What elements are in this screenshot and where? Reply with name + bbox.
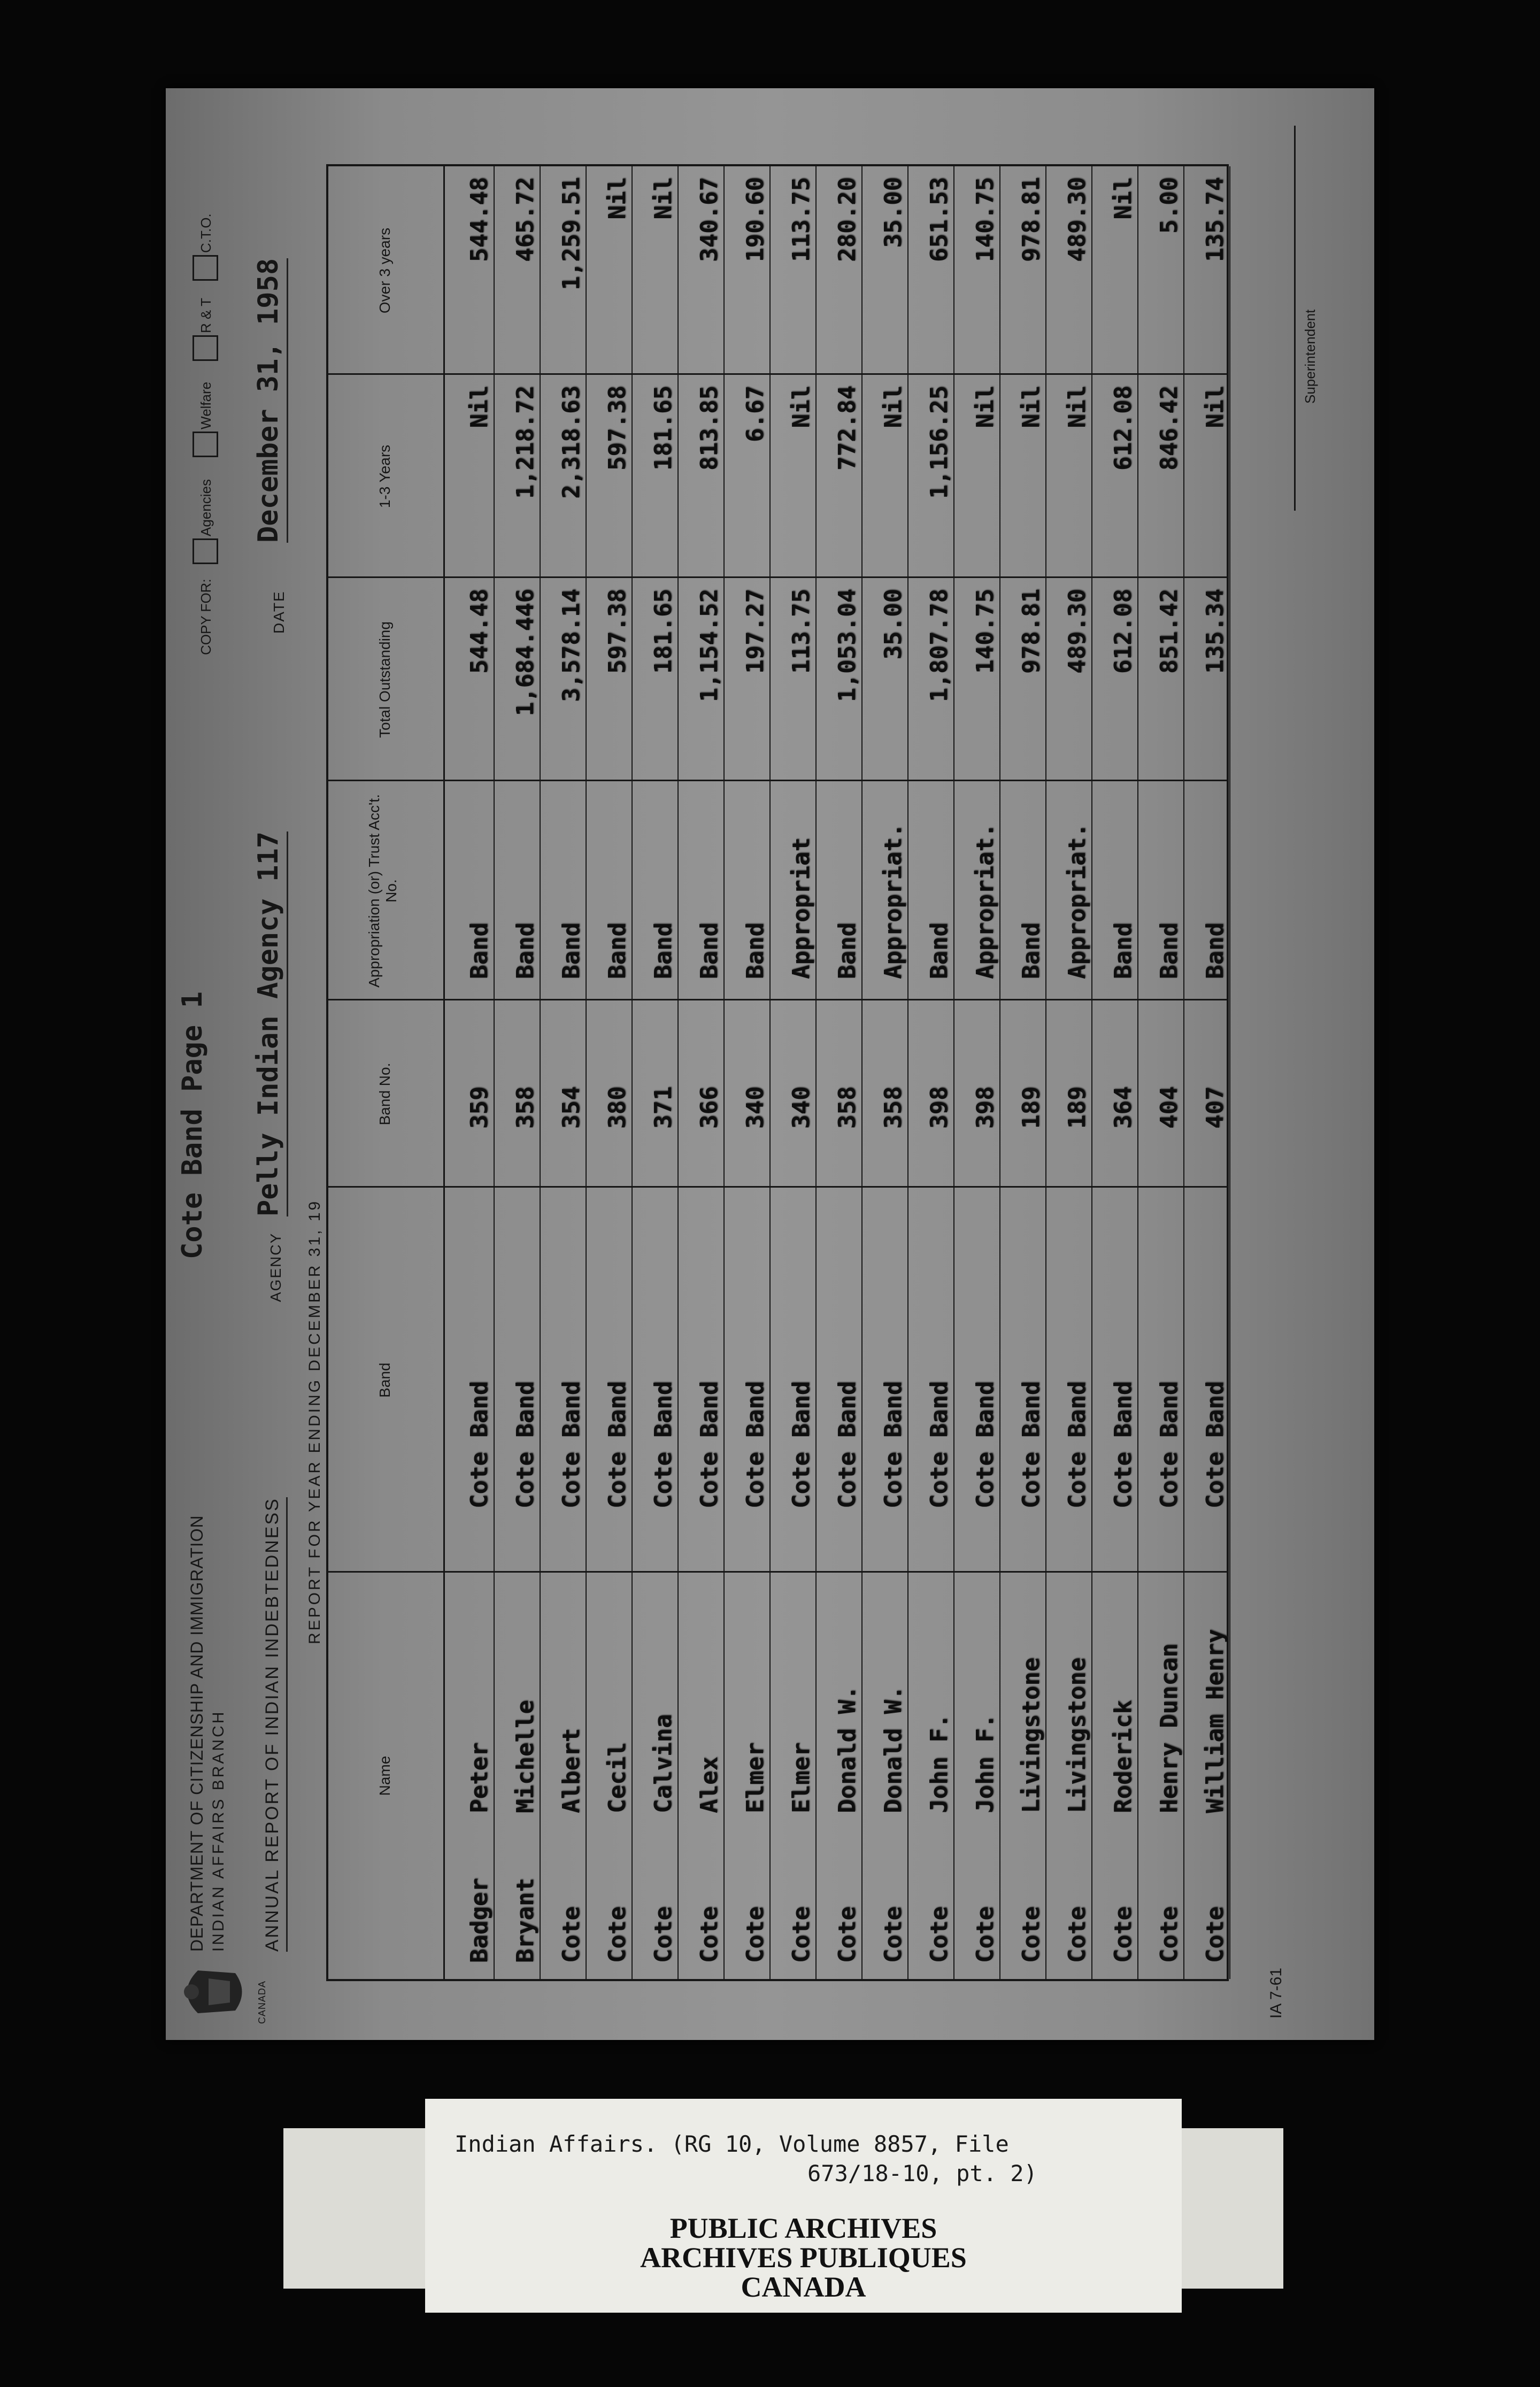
checkbox-cto[interactable] — [192, 255, 218, 281]
band-no-cell: 366 — [696, 1086, 723, 1129]
band-no-cell: 189 — [1018, 1086, 1045, 1129]
agency-value: Pelly Indian Agency 117 — [252, 831, 288, 1216]
archive-name-en: PUBLIC ARCHIVES — [669, 2212, 937, 2244]
surname-cell: Cote — [880, 1906, 907, 1963]
band-cell: Cote Band — [1156, 1381, 1183, 1508]
band-cell: Cote Band — [1110, 1381, 1137, 1508]
appropriation-cell: Band — [604, 922, 631, 979]
total-outstanding-cell: 612.08 — [1110, 589, 1137, 674]
total-outstanding-cell: 3,578.14 — [558, 589, 585, 702]
band-no-cell: 398 — [972, 1086, 999, 1129]
column-header-name: Name — [376, 1755, 393, 1796]
date-value: December 31, 1958 — [252, 258, 288, 543]
one-to-three-years-cell: Nil — [972, 386, 999, 428]
total-outstanding-cell: 1,053.04 — [834, 589, 861, 702]
surname-cell: Cote — [834, 1906, 861, 1963]
band-no-cell: 398 — [926, 1086, 953, 1129]
total-outstanding-cell: 1,807.78 — [926, 589, 953, 702]
band-cell: Cote Band — [788, 1381, 815, 1508]
column-header-total: Total Outstanding — [376, 621, 393, 738]
surname-cell: Cote — [650, 1906, 677, 1963]
given-name-cell: Henry Duncan — [1156, 1643, 1183, 1813]
appropriation-cell: Band — [466, 922, 493, 979]
given-name-cell: Livingstone — [1064, 1657, 1091, 1813]
band-no-cell: 358 — [834, 1086, 861, 1129]
checkbox-label-cto: C.T.O. — [198, 213, 214, 253]
total-outstanding-cell: 851.42 — [1156, 589, 1183, 674]
department-name: DEPARTMENT OF CITIZENSHIP AND IMMIGRATION — [187, 1515, 206, 1952]
over-three-years-cell: 35.00 — [880, 177, 907, 248]
appropriation-cell: Band — [1202, 922, 1229, 979]
given-name-cell: Calvina — [650, 1714, 677, 1813]
band-no-cell: 340 — [742, 1086, 769, 1129]
over-three-years-cell: 978.81 — [1018, 177, 1045, 262]
checkbox-label-rt: R & T — [198, 298, 214, 333]
appropriation-cell: Band — [1018, 922, 1045, 979]
one-to-three-years-cell: 612.08 — [1110, 386, 1137, 471]
scanned-form — [166, 88, 1374, 2040]
band-no-cell: 364 — [1110, 1086, 1137, 1129]
surname-cell: Cote — [1202, 1906, 1229, 1963]
appropriation-cell: Band — [696, 922, 723, 979]
given-name-cell: Donald W. — [880, 1685, 907, 1813]
one-to-three-years-cell: Nil — [1064, 386, 1091, 428]
appropriation-cell: Appropriat — [788, 837, 815, 979]
given-name-cell: William Henry — [1202, 1629, 1229, 1813]
band-no-cell: 407 — [1202, 1086, 1229, 1129]
appropriation-cell: Band — [1156, 922, 1183, 979]
one-to-three-years-cell: Nil — [788, 386, 815, 428]
surname-cell: Cote — [604, 1906, 631, 1963]
surname-cell: Cote — [696, 1906, 723, 1963]
checkbox-agencies[interactable] — [192, 538, 218, 564]
surname-cell: Cote — [1018, 1906, 1045, 1963]
one-to-three-years-cell: 1,156.25 — [926, 386, 953, 499]
canada-wordmark: CANADA — [257, 1980, 267, 2024]
band-no-cell: 354 — [558, 1086, 585, 1129]
appropriation-cell: Band — [512, 922, 539, 979]
column-header-1-3-years: 1-3 Years — [376, 444, 393, 509]
appropriation-cell: Band — [650, 922, 677, 979]
band-no-cell: 358 — [512, 1086, 539, 1129]
band-cell: Cote Band — [1064, 1381, 1091, 1508]
given-name-cell: Roderick — [1110, 1700, 1137, 1813]
column-header-band: Band — [376, 1362, 393, 1398]
given-name-cell: Elmer — [788, 1742, 815, 1813]
appropriation-cell: Band — [1110, 922, 1137, 979]
over-three-years-cell: 190.60 — [742, 177, 769, 262]
appropriation-cell: Appropriat. — [972, 823, 999, 979]
column-header-appropriation: Appropriation (or) Trust Acc't. No. — [366, 794, 400, 988]
band-cell: Cote Band — [466, 1381, 493, 1508]
total-outstanding-cell: 113.75 — [788, 589, 815, 674]
one-to-three-years-cell: 181.65 — [650, 386, 677, 471]
one-to-three-years-cell: 846.42 — [1156, 386, 1183, 471]
band-cell: Cote Band — [1202, 1381, 1229, 1508]
surname-cell: Cote — [926, 1906, 953, 1963]
total-outstanding-cell: 489.30 — [1064, 589, 1091, 674]
appropriation-cell: Band — [834, 922, 861, 979]
surname-cell: Cote — [1064, 1906, 1091, 1963]
over-three-years-cell: Nil — [1110, 177, 1137, 220]
form-page — [166, 88, 1374, 2040]
one-to-three-years-cell: Nil — [466, 386, 493, 428]
one-to-three-years-cell: 6.67 — [742, 386, 769, 442]
over-three-years-cell: 1,259.51 — [558, 177, 585, 290]
over-three-years-cell: 140.75 — [972, 177, 999, 262]
checkbox-label-agencies: Agencies — [198, 479, 214, 536]
page-heading: Cote Band Page 1 — [176, 991, 209, 1259]
form-code: IA 7-61 — [1267, 1967, 1285, 2019]
over-three-years-cell: 489.30 — [1064, 177, 1091, 262]
date-label: DATE — [271, 590, 287, 634]
band-cell: Cote Band — [558, 1381, 585, 1508]
given-name-cell: Donald W. — [834, 1685, 861, 1813]
agency-label: AGENCY — [267, 1232, 284, 1302]
checkbox-welfare[interactable] — [192, 432, 218, 457]
total-outstanding-cell: 135.34 — [1202, 589, 1229, 674]
band-cell: Cote Band — [696, 1381, 723, 1508]
band-cell: Cote Band — [650, 1381, 677, 1508]
superintendent-label: Superintendent — [1302, 309, 1318, 404]
appropriation-cell: Band — [558, 922, 585, 979]
one-to-three-years-cell: 813.85 — [696, 386, 723, 471]
given-name-cell: Peter — [466, 1742, 493, 1813]
surname-cell: Cote — [1110, 1906, 1137, 1963]
total-outstanding-cell: 140.75 — [972, 589, 999, 674]
given-name-cell: Michelle — [512, 1700, 539, 1813]
given-name-cell: John F. — [972, 1714, 999, 1813]
given-name-cell: Alex — [696, 1757, 723, 1813]
archive-name-fr: ARCHIVES PUBLIQUES — [640, 2242, 967, 2274]
over-three-years-cell: 340.67 — [696, 177, 723, 262]
appropriation-cell: Appropriat. — [880, 823, 907, 979]
band-no-cell: 189 — [1064, 1086, 1091, 1129]
one-to-three-years-cell: Nil — [1018, 386, 1045, 428]
total-outstanding-cell: 1,154.52 — [696, 589, 723, 702]
appropriation-cell: Band — [926, 922, 953, 979]
signature-line — [1294, 126, 1296, 511]
column-header-over-3-years: Over 3 years — [376, 227, 393, 314]
band-no-cell: 358 — [880, 1086, 907, 1129]
one-to-three-years-cell: 2,318.63 — [558, 386, 585, 499]
surname-cell: Badger — [466, 1878, 493, 1963]
given-name-cell: Livingstone — [1018, 1657, 1045, 1813]
total-outstanding-cell: 181.65 — [650, 589, 677, 674]
band-no-cell: 340 — [788, 1086, 815, 1129]
band-no-cell: 359 — [466, 1086, 493, 1129]
one-to-three-years-cell: 597.38 — [604, 386, 631, 471]
surname-cell: Cote — [742, 1906, 769, 1963]
table-row — [1184, 166, 1243, 1979]
one-to-three-years-cell: Nil — [1202, 386, 1229, 428]
surname-cell: Cote — [558, 1906, 585, 1963]
over-three-years-cell: Nil — [650, 177, 677, 220]
over-three-years-cell: 651.53 — [926, 177, 953, 262]
over-three-years-cell: 465.72 — [512, 177, 539, 262]
band-no-cell: 404 — [1156, 1086, 1183, 1129]
total-outstanding-cell: 197.27 — [742, 589, 769, 674]
band-cell: Cote Band — [926, 1381, 953, 1508]
band-cell: Cote Band — [604, 1381, 631, 1508]
given-name-cell: Elmer — [742, 1742, 769, 1813]
surname-cell: Cote — [1156, 1906, 1183, 1963]
branch-name: INDIAN AFFAIRS BRANCH — [210, 1710, 227, 1952]
over-three-years-cell: 280.20 — [834, 177, 861, 262]
copy-for-label: COPY FOR: — [198, 579, 214, 655]
one-to-three-years-cell: Nil — [880, 386, 907, 428]
column-header-band-no: Band No. — [376, 1062, 393, 1126]
checkbox-label-welfare: Welfare — [198, 381, 214, 429]
over-three-years-cell: 135.74 — [1202, 177, 1229, 262]
given-name-cell: Albert — [558, 1728, 585, 1813]
band-cell: Cote Band — [1018, 1381, 1045, 1508]
band-no-cell: 380 — [604, 1086, 631, 1129]
report-title: ANNUAL REPORT OF INDIAN INDEBTEDNESS — [262, 1497, 288, 1952]
appropriation-cell: Band — [742, 922, 769, 979]
over-three-years-cell: 5.00 — [1156, 177, 1183, 234]
over-three-years-cell: 113.75 — [788, 177, 815, 262]
total-outstanding-cell: 978.81 — [1018, 589, 1045, 674]
surname-cell: Cote — [972, 1906, 999, 1963]
band-no-cell: 371 — [650, 1086, 677, 1129]
one-to-three-years-cell: 772.84 — [834, 386, 861, 471]
citation-line-1: Indian Affairs. (RG 10, Volume 8857, File — [455, 2131, 1009, 2157]
over-three-years-cell: Nil — [604, 177, 631, 220]
band-cell: Cote Band — [972, 1381, 999, 1508]
report-period: REPORT FOR YEAR ENDING DECEMBER 31, 19 — [306, 1199, 324, 1644]
given-name-cell: Cecil — [604, 1742, 631, 1813]
total-outstanding-cell: 544.48 — [466, 589, 493, 674]
total-outstanding-cell: 1,684.446 — [512, 589, 539, 717]
one-to-three-years-cell: 1,218.72 — [512, 386, 539, 499]
total-outstanding-cell: 597.38 — [604, 589, 631, 674]
indebtedness-table — [326, 164, 1229, 1981]
band-cell: Cote Band — [512, 1381, 539, 1508]
surname-cell: Bryant — [512, 1878, 539, 1963]
total-outstanding-cell: 35.00 — [880, 589, 907, 660]
given-name-cell: John F. — [926, 1714, 953, 1813]
over-three-years-cell: 544.48 — [466, 177, 493, 262]
band-cell: Cote Band — [834, 1381, 861, 1508]
band-cell: Cote Band — [742, 1381, 769, 1508]
coat-of-arms-icon — [176, 1960, 251, 2024]
archive-country: CANADA — [741, 2271, 866, 2303]
citation-line-2: 673/18-10, pt. 2) — [807, 2160, 1037, 2186]
checkbox-rt[interactable] — [192, 335, 218, 361]
surname-cell: Cote — [788, 1906, 815, 1963]
band-cell: Cote Band — [880, 1381, 907, 1508]
appropriation-cell: Appropriat. — [1064, 823, 1091, 979]
